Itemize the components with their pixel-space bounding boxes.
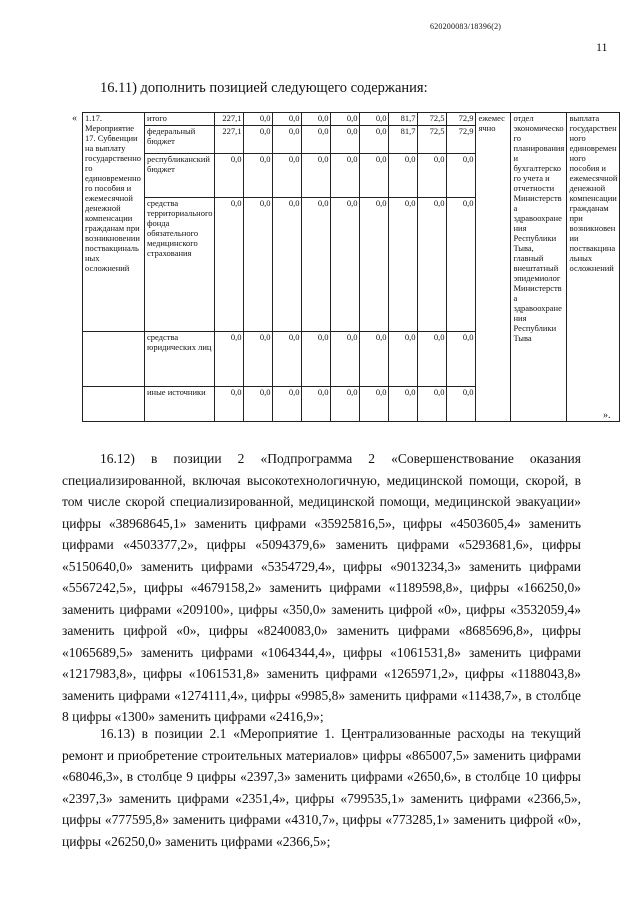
- value-cell: 0,0: [273, 113, 302, 126]
- value-cell: 0,0: [331, 332, 360, 387]
- source-cell: средства территориального фонда обязательного медицинского страхования: [145, 198, 215, 332]
- value-cell: 0,0: [389, 154, 418, 198]
- value-cell: 0,0: [418, 198, 447, 332]
- table-row: [83, 113, 620, 126]
- period-cell: ежемесячно: [476, 113, 511, 422]
- value-cell: 0,0: [447, 154, 476, 198]
- value-cell: 0,0: [244, 113, 273, 126]
- source-cell: итого: [145, 113, 215, 126]
- value-cell: 0,0: [331, 113, 360, 126]
- value-cell: 0,0: [302, 154, 331, 198]
- source-cell: средства юридических лиц: [145, 332, 215, 387]
- value-cell: 0,0: [418, 332, 447, 387]
- value-cell: 0,0: [273, 154, 302, 198]
- value-cell: 72,9: [447, 113, 476, 126]
- source-cell: иные источники: [145, 387, 215, 422]
- value-cell: 0,0: [302, 198, 331, 332]
- value-cell: 0,0: [331, 387, 360, 422]
- source-cell: республиканский бюджет: [145, 154, 215, 198]
- value-cell: 0,0: [418, 387, 447, 422]
- closing-quote: ».: [603, 410, 611, 421]
- measure-name: 1.17. Мероприятие 17. Субвенции на выплату государственного единовременного пособия и ежемесячной денежной компенсации гражданам при возникновении поствакцинальных осложнений: [83, 113, 145, 332]
- document-number: 620200083/18396(2): [430, 22, 502, 31]
- value-cell: 0,0: [244, 154, 273, 198]
- value-cell: 0,0: [302, 113, 331, 126]
- value-cell: 0,0: [389, 198, 418, 332]
- opening-quote: «: [72, 113, 77, 124]
- value-cell: 0,0: [244, 332, 273, 387]
- value-cell: 0,0: [360, 332, 389, 387]
- value-cell: 0,0: [418, 154, 447, 198]
- value-cell: 0,0: [389, 332, 418, 387]
- measure-table: [82, 112, 620, 422]
- value-cell: 0,0: [273, 332, 302, 387]
- value-cell: 0,0: [360, 126, 389, 154]
- value-cell: 0,0: [360, 387, 389, 422]
- value-cell: 0,0: [360, 198, 389, 332]
- value-cell: 0,0: [273, 387, 302, 422]
- value-cell: 0,0: [302, 332, 331, 387]
- value-cell: 0,0: [447, 387, 476, 422]
- value-cell: 0,0: [331, 154, 360, 198]
- value-cell: 81,7: [389, 113, 418, 126]
- value-cell: 0,0: [215, 332, 244, 387]
- paragraph-16-13: [62, 723, 581, 852]
- page-number: 11: [596, 40, 608, 54]
- value-cell: 0,0: [360, 113, 389, 126]
- value-cell: 0,0: [360, 154, 389, 198]
- value-cell: 0,0: [215, 154, 244, 198]
- value-cell: 0,0: [331, 126, 360, 154]
- value-cell: 0,0: [331, 198, 360, 332]
- value-cell: 0,0: [244, 198, 273, 332]
- value-cell: 0,0: [389, 387, 418, 422]
- paragraph-text: 16.13) в позиции 2.1 «Мероприятие 1. Централизованные расходы на текущий ремонт и приобретение строительных материалов» цифры «865007,5» заменить цифрами «68046,3», в столбце 9 цифры «2397,3» заменить цифрами «2650,6», в столбце 10 цифры «2397,3» заменить цифрами «2351,4», цифры «799535,1» заменить цифрами «2366,5», цифры «777595,8» заменить цифрами «4310,7», цифры «773285,1» заменить цифрой «0», цифры «26250,0» заменить цифрами «2366,5»;: [62, 726, 581, 849]
- paragraph-16-12: [62, 448, 581, 728]
- section-heading-16-11: 16.11) дополнить позицией следующего содержания:: [100, 80, 428, 96]
- value-cell: 227,1: [215, 126, 244, 154]
- value-cell: 81,7: [389, 126, 418, 154]
- value-cell: 0,0: [302, 126, 331, 154]
- source-cell: федеральный бюджет: [145, 126, 215, 154]
- value-cell: 0,0: [447, 198, 476, 332]
- value-cell: 72,5: [418, 113, 447, 126]
- value-cell: 0,0: [447, 332, 476, 387]
- paragraph-text: 16.12) в позиции 2 «Подпрограмма 2 «Совершенствование оказания специализированной, включая высокотехнологичную, медицинской помощи, скорой, в том числе скорой специализированной, медицинской помощи, медицинской эвакуации» цифры «38968645,1» заменить цифрами «35925816,5», цифры «4503605,4» заменить цифрами «4503377,2», цифры «5094379,6» заменить цифрами «5293681,6», цифры «5150640,0» заменить цифрами «5354729,4», цифры «9013234,3» заменить цифрами «5567242,5», цифры «4679158,2» заменить цифрами «1189598,8», цифры «166250,0» заменить цифрами «209100», цифры «350,0» заменить цифрой «0», цифры «3532059,4» заменить цифрой «0», цифры «8240083,0» заменить цифрами «8685696,8», цифры «1065689,5» заменить цифрами «1064344,4», цифры «1061531,8» заменить цифрами «1217983,8», цифры «1061531,8» заменить цифрами «1265971,2», цифры «1188043,8» заменить цифрами «1274111,4», цифры «9985,8» заменить цифрами «11438,7», в столбце 8 цифры «1300» заменить цифрами «2416,9»;: [62, 451, 581, 724]
- value-cell: 72,9: [447, 126, 476, 154]
- value-cell: 0,0: [215, 387, 244, 422]
- value-cell: 0,0: [244, 387, 273, 422]
- value-cell: 0,0: [244, 126, 273, 154]
- result-cell: выплата государственного единовременного пособия и ежемесячной денежной компенсации гражданам при возникновении поствакцинальных осложнений: [567, 113, 620, 422]
- value-cell: 0,0: [215, 198, 244, 332]
- value-cell: 0,0: [302, 387, 331, 422]
- value-cell: 227,1: [215, 113, 244, 126]
- value-cell: 0,0: [273, 198, 302, 332]
- value-cell: 0,0: [273, 126, 302, 154]
- executor-cell: отдел экономического планирования и бухгалтерского учета и отчетности Министерства здравоохранения Республики Тыва, главный внештатный эпидемиолог Министерства здравоохранения Республики Тыва: [511, 113, 567, 422]
- value-cell: 72,5: [418, 126, 447, 154]
